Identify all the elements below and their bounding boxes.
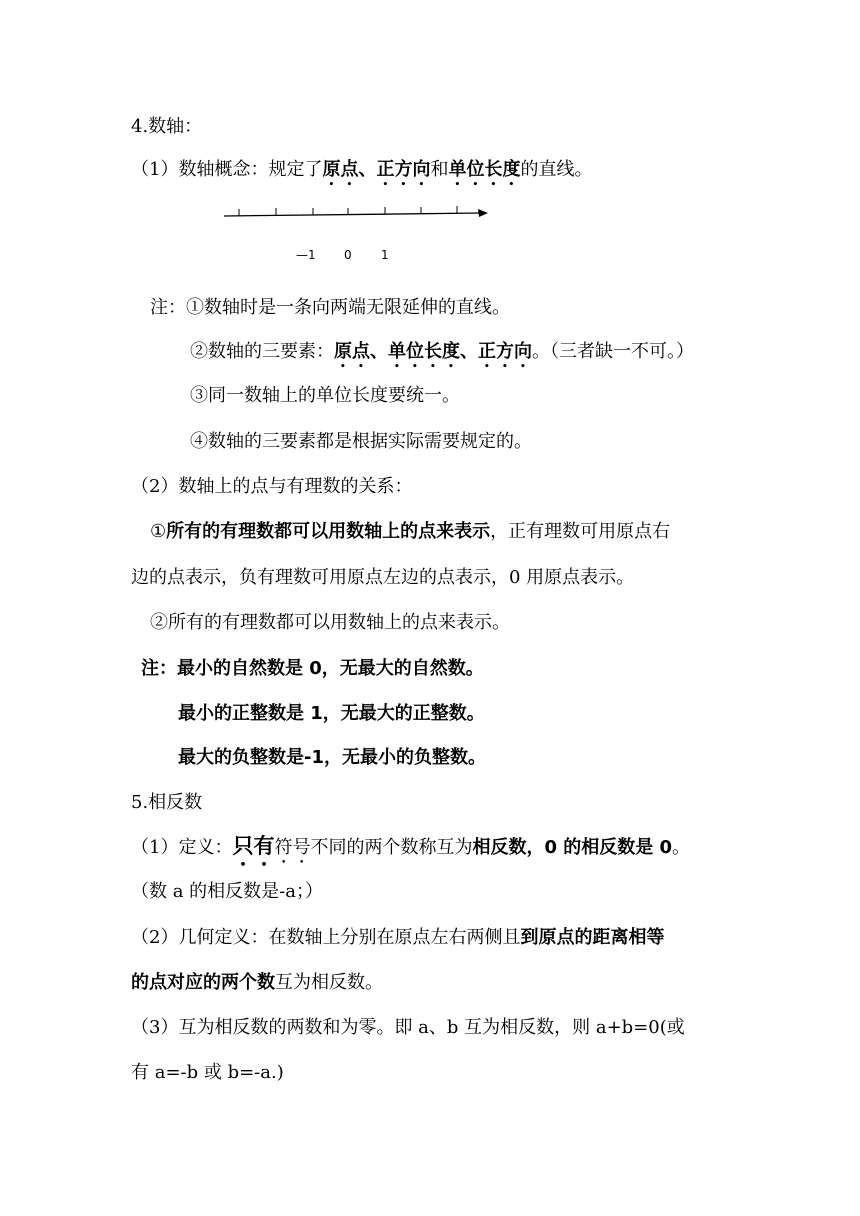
relation-heading: （2）数轴上的点与有理数的关系：: [131, 476, 413, 497]
text: ，正有理数可用原点右: [490, 521, 671, 542]
text: 不同的两个数称互为: [310, 837, 473, 858]
definition-2-line-2: [131, 971, 383, 995]
text: 、: [460, 341, 478, 362]
text: 、: [358, 159, 377, 180]
emph-unit-length: 单位长度: [388, 341, 460, 362]
text: 的直线。: [520, 159, 593, 180]
text: ①: [150, 521, 167, 542]
emph-unit-length: 单位长度: [448, 159, 521, 180]
note-natural: 注：最小的自然数是 0，无最大的自然数。: [141, 658, 484, 679]
definition-2-line-1: [131, 926, 664, 950]
note-negative: 最大的负整数是-1，无最小的负整数。: [178, 747, 486, 768]
tick-label-one: 1: [381, 248, 389, 262]
emph-direction: 正方向: [478, 341, 532, 362]
text: （2）几何定义：在数轴上分别在原点左右两侧且: [131, 927, 521, 948]
emph-only: 只有: [232, 834, 275, 858]
text: 。（三者缺一不可。）: [532, 341, 694, 362]
note-2: [190, 340, 694, 372]
section-5-title: 5.相反数: [131, 792, 203, 813]
definition-3-line-1: （3）互为相反数的两数和为零。即 a、b 互为相反数，则 a+b=0(或: [131, 1017, 685, 1038]
emph-text: 相反数，0 的相反数是 0: [472, 837, 673, 858]
emph-origin: 原点: [334, 341, 370, 362]
axis-concept-line: [131, 158, 592, 190]
relation-line-2: 边的点表示，负有理数可用原点左边的点表示，0 用原点表示。: [131, 567, 635, 588]
section-4-title: 4.数轴：: [131, 116, 203, 137]
text: （1）定义：: [131, 837, 233, 858]
definition-1-note: （数 a 的相反数是-a；）: [131, 881, 323, 902]
emph-sign: 符号: [274, 837, 311, 858]
note-positive: 最小的正整数是 1，无最大的正整数。: [178, 703, 485, 724]
emph-origin: 原点: [322, 159, 359, 180]
tick-label-minus-one: —1: [296, 248, 316, 262]
tick-label-zero: 0: [344, 248, 352, 262]
relation-line-1: [150, 520, 670, 544]
definition-3-line-2: 有 a=-b 或 b=-a.): [131, 1062, 284, 1083]
text: （1）数轴概念：规定了: [131, 159, 323, 180]
emph-text: 的点对应的两个数: [131, 972, 275, 993]
text: 互为相反数。: [275, 972, 383, 993]
emph-text: 到原点的距离相等: [520, 927, 665, 948]
emph-text: 所有的有理数都可以用数轴上的点来表示: [166, 521, 491, 542]
emph-direction: 正方向: [376, 159, 431, 180]
note-3: ③同一数轴上的单位长度要统一。: [190, 385, 460, 406]
note-4: ④数轴的三要素都是根据实际需要规定的。: [190, 431, 532, 452]
text: 。: [672, 837, 691, 858]
number-line: [220, 200, 500, 230]
text: 和: [430, 159, 449, 180]
definition-1: [131, 834, 690, 871]
relation-line-3: ②所有的有理数都可以用数轴上的点来表示。: [150, 612, 510, 633]
text: 、: [370, 341, 388, 362]
note-1: 注：①数轴时是一条向两端无限延伸的直线。: [150, 297, 510, 318]
text: ②数轴的三要素：: [190, 341, 334, 362]
